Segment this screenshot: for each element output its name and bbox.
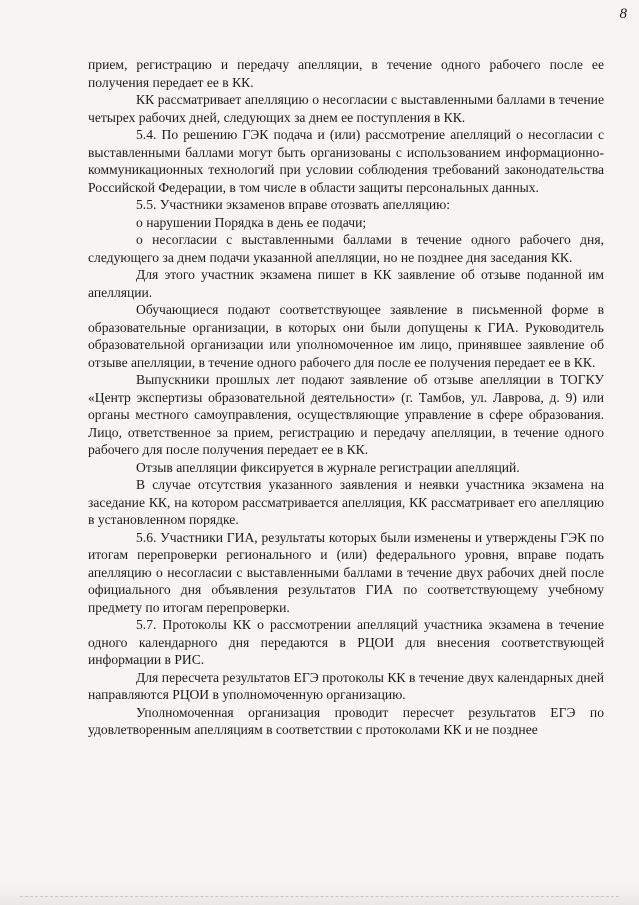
paragraph-5-5: 5.5. Участники экзаменов вправе отозвать апелляцию: — [136, 197, 451, 212]
paragraph-absence: В случае отсутствия указанного заявления и неявки участника экзамена на заседание КК, на котором рассматривается апелляция, КК рассматривает его апелляцию в установленном порядке. — [88, 477, 604, 527]
paragraph-graduates: Выпускники прошлых лет подают заявление об отзыве апелляции в ТОГКУ «Центр экспертизы образовательной деятельности» (г. Тамбов, ул. Лаврова, д. 9) или органы местного самоуправления, осуществляющие управление в сфере образования. Лицо, ответственное за прием, регистрацию и передачу апелляции, в течение одного рабочего для после получения передает ее в КК. — [88, 372, 604, 457]
paragraph-journal: Отзыв апелляции фиксируется в журнале регистрации апелляций. — [136, 459, 520, 475]
paragraph-withdraw-statement: Для этого участник экзамена пишет в КК заявление об отзыве поданной им апелляции. — [88, 267, 604, 300]
paragraph-1: прием, регистрацию и передачу апелляции, в течение одного рабочего после ее получения передает ее в КК. — [88, 57, 604, 90]
scan-artifact-line — [20, 896, 619, 899]
paragraph-5-4: 5.4. По решению ГЭК подача и (или) рассмотрение апелляций о несогласии с выставленными баллами могут быть организованы с использованием информационно-коммуникационных технологий при условии соблюдения требований законодательства Российской Федерации, в том числе в области защиты персональных данных. — [88, 127, 604, 195]
paragraph-authorized-org: Уполномоченная организация проводит пересчет результатов ЕГЭ по удовлетворенным апелляциям в соответствии с протоколами КК и не позднее — [88, 704, 604, 737]
page-number: 8 — [619, 6, 627, 22]
paragraph-2: КК рассматривает апелляцию о несогласии с выставленными баллами в течение четырех рабочих дней, следующих за днем ее поступления в КК. — [88, 92, 604, 125]
paragraph-students: Обучающиеся подают соответствующее заявление в письменной форме в образовательные организации, в которых они были допущены к ГИА. Руководитель образовательной организации или уполномоченное им лицо, принявшее заявление об отзыве апелляции, в течение одного рабочего для после ее получения передает ее в КК. — [88, 302, 604, 370]
paragraph-recalculation: Для пересчета результатов ЕГЭ протоколы КК в течение двух календарных дней направляются РЦОИ в уполномоченную организацию. — [88, 669, 604, 702]
paragraph-5-7: 5.7. Протоколы КК о рассмотрении апелляций участника экзамена в течение одного календарного дня передаются в РЦОИ для внесения соответствующей информации в РИС. — [88, 617, 604, 667]
paragraph-5-6: 5.6. Участники ГИА, результаты которых были изменены и утверждены ГЭК по итогам перепроверки регионального и (или) федерального уровня, вправе подать апелляцию о несогласии с выставленными баллами в течение двух рабочих дней после официального дня объявления результатов ГИА по соответствующему учебному предмету по итогам перепроверки. — [88, 529, 604, 615]
document-body — [88, 56, 604, 739]
scan-bottom-edge — [0, 883, 639, 905]
paragraph-5-5-item-1: о нарушении Порядка в день ее подачи; — [136, 214, 367, 230]
paragraph-5-5-item-2: о несогласии с выставленными баллами в течение одного рабочего дня, следующего за днем подачи указанной апелляции, но не позднее дня заседания КК. — [88, 232, 604, 265]
